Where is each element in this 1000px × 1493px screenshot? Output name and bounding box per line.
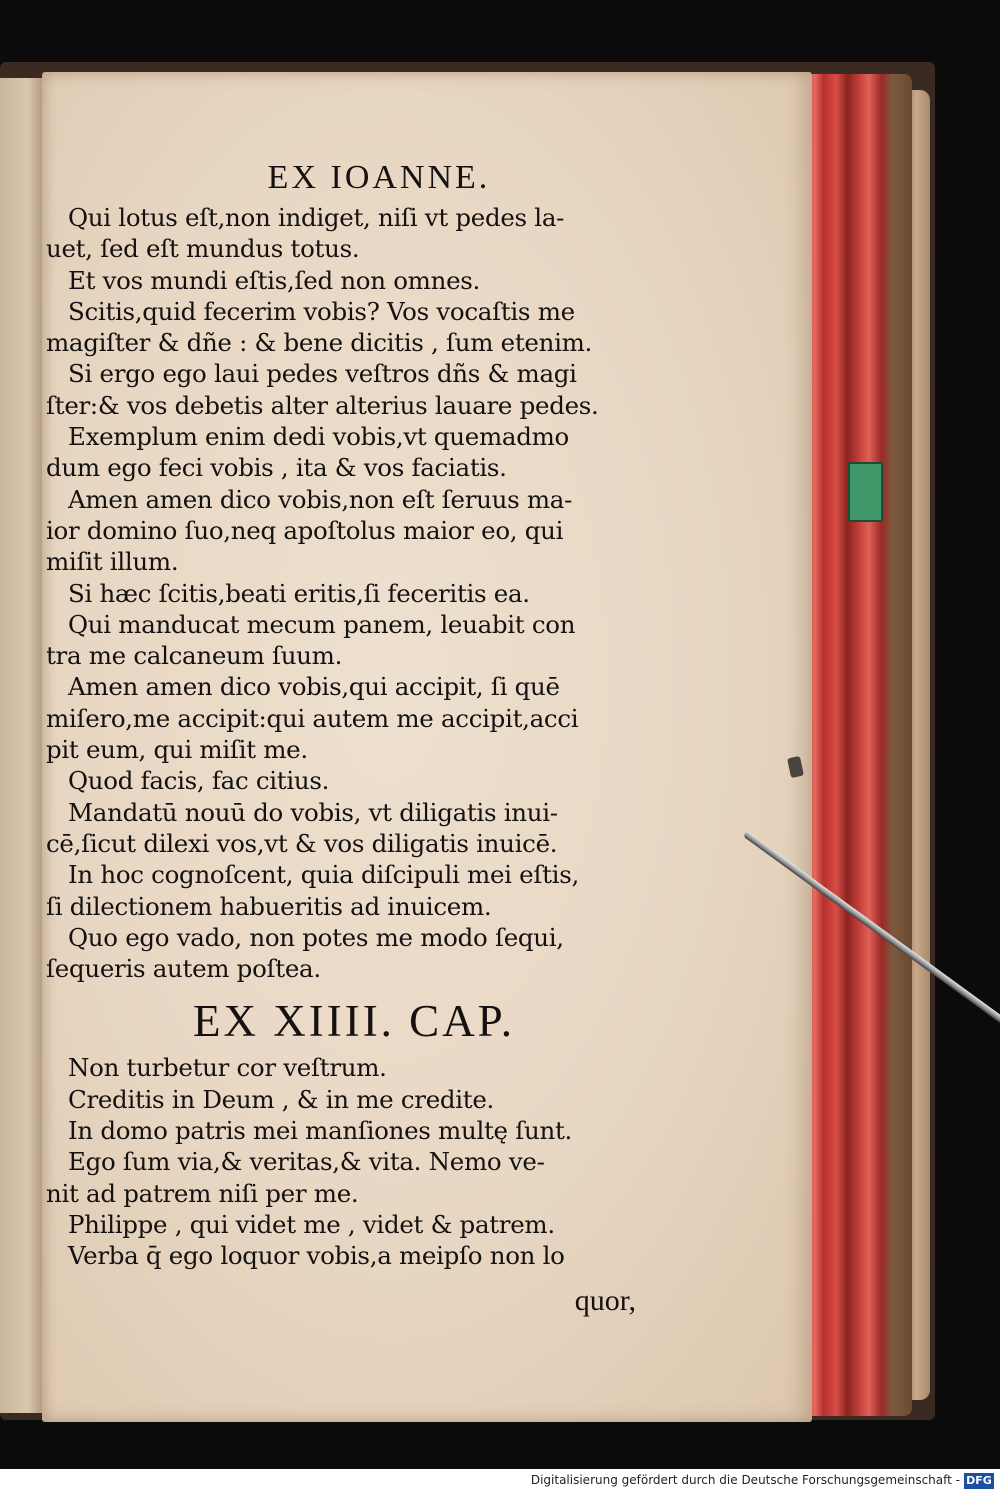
text-block-john-14: [46, 1052, 642, 1271]
text-line: Verba q̄ ego loquor vobis,a meipſo non lo: [68, 1241, 565, 1271]
red-page-edges: [804, 74, 912, 1416]
bookmark-tab: [848, 462, 883, 522]
text-line: miſero,me accipit:qui autem me accipit,acci: [46, 703, 579, 733]
text-block-john-13: [46, 202, 642, 984]
text-line: nit ad patrem niſi per me.: [46, 1178, 359, 1208]
text-line: Ego ſum via,& veritas,& vita. Nemo ve-: [68, 1147, 545, 1177]
text-line: Exemplum enim dedi vobis,vt quemadmo: [68, 422, 569, 452]
text-line: Quod facis, fac citius.: [68, 766, 330, 796]
text-line: pit eum, qui miſit me.: [46, 735, 308, 765]
footer-bar: [0, 1469, 1000, 1493]
catchword: quor,: [574, 1283, 636, 1317]
text-line: Qui manducat mecum panem, leuabit con: [68, 609, 576, 639]
text-line: Mandatū nouū do vobis, vt diligatis inui-: [68, 797, 558, 827]
text-line: In hoc cognoſcent, quia diſcipuli mei eſtis,: [68, 860, 579, 890]
left-page-edge: [0, 78, 46, 1413]
text-line: Creditis in Deum , & in me credite.: [68, 1084, 495, 1114]
text-line: ior domino ſuo,neq apoſtolus maior eo, qui: [46, 515, 564, 545]
footer-credit: Digitalisierung gefördert durch die Deutsche Forschungsgemeinschaft -: [530, 1473, 960, 1487]
text-line: Philippe , qui videt me , videt & patrem.: [68, 1209, 555, 1239]
text-line: uet, ſed eſt mundus totus.: [46, 234, 360, 264]
text-line: Scitis,quid fecerim vobis? Vos vocaſtis me: [68, 296, 575, 326]
text-line: Amen amen dico vobis,non eſt ſeruus ma-: [68, 484, 573, 514]
text-line: Qui lotus eſt,non indiget, niſi vt pedes la-: [68, 203, 565, 232]
text-line: Si ergo ego laui pedes veſtros dñs & magi: [68, 359, 577, 389]
chapter-heading: EX XIIII. CAP.: [193, 996, 515, 1047]
text-line: ſi dilectionem habueritis ad inuicem.: [46, 891, 492, 921]
text-line: Si hæc ſcitis,beati eritis,ſi feceritis ea.: [68, 578, 530, 608]
text-line: In domo patris mei manſiones multę ſunt.: [68, 1116, 572, 1146]
page-text: [46, 156, 642, 1324]
text-line: tra me calcaneum ſuum.: [46, 641, 343, 671]
text-line: dum ego feci vobis , ita & vos faciatis.: [46, 453, 507, 483]
text-line: ſequeris autem poſtea.: [46, 954, 321, 984]
dfg-logo: DFG: [964, 1473, 994, 1489]
text-line: Amen amen dico vobis,qui accipit, ſi quē: [68, 672, 560, 702]
text-line: magiſter & dñe : & bene dicitis , ſum etenim.: [46, 328, 593, 358]
text-line: cē,ſicut dilexi vos,vt & vos diligatis inuicē.: [46, 828, 558, 858]
text-line: Et vos mundi eſtis,ſed non omnes.: [68, 265, 481, 295]
running-head: EX IOANNE.: [267, 159, 491, 196]
text-line: ſter:& vos debetis alter alterius lauare pedes.: [46, 390, 599, 420]
text-line: miſit illum.: [46, 547, 179, 577]
text-line: Quo ego vado, non potes me modo ſequi,: [68, 922, 564, 952]
text-line: Non turbetur cor veſtrum.: [68, 1053, 387, 1083]
